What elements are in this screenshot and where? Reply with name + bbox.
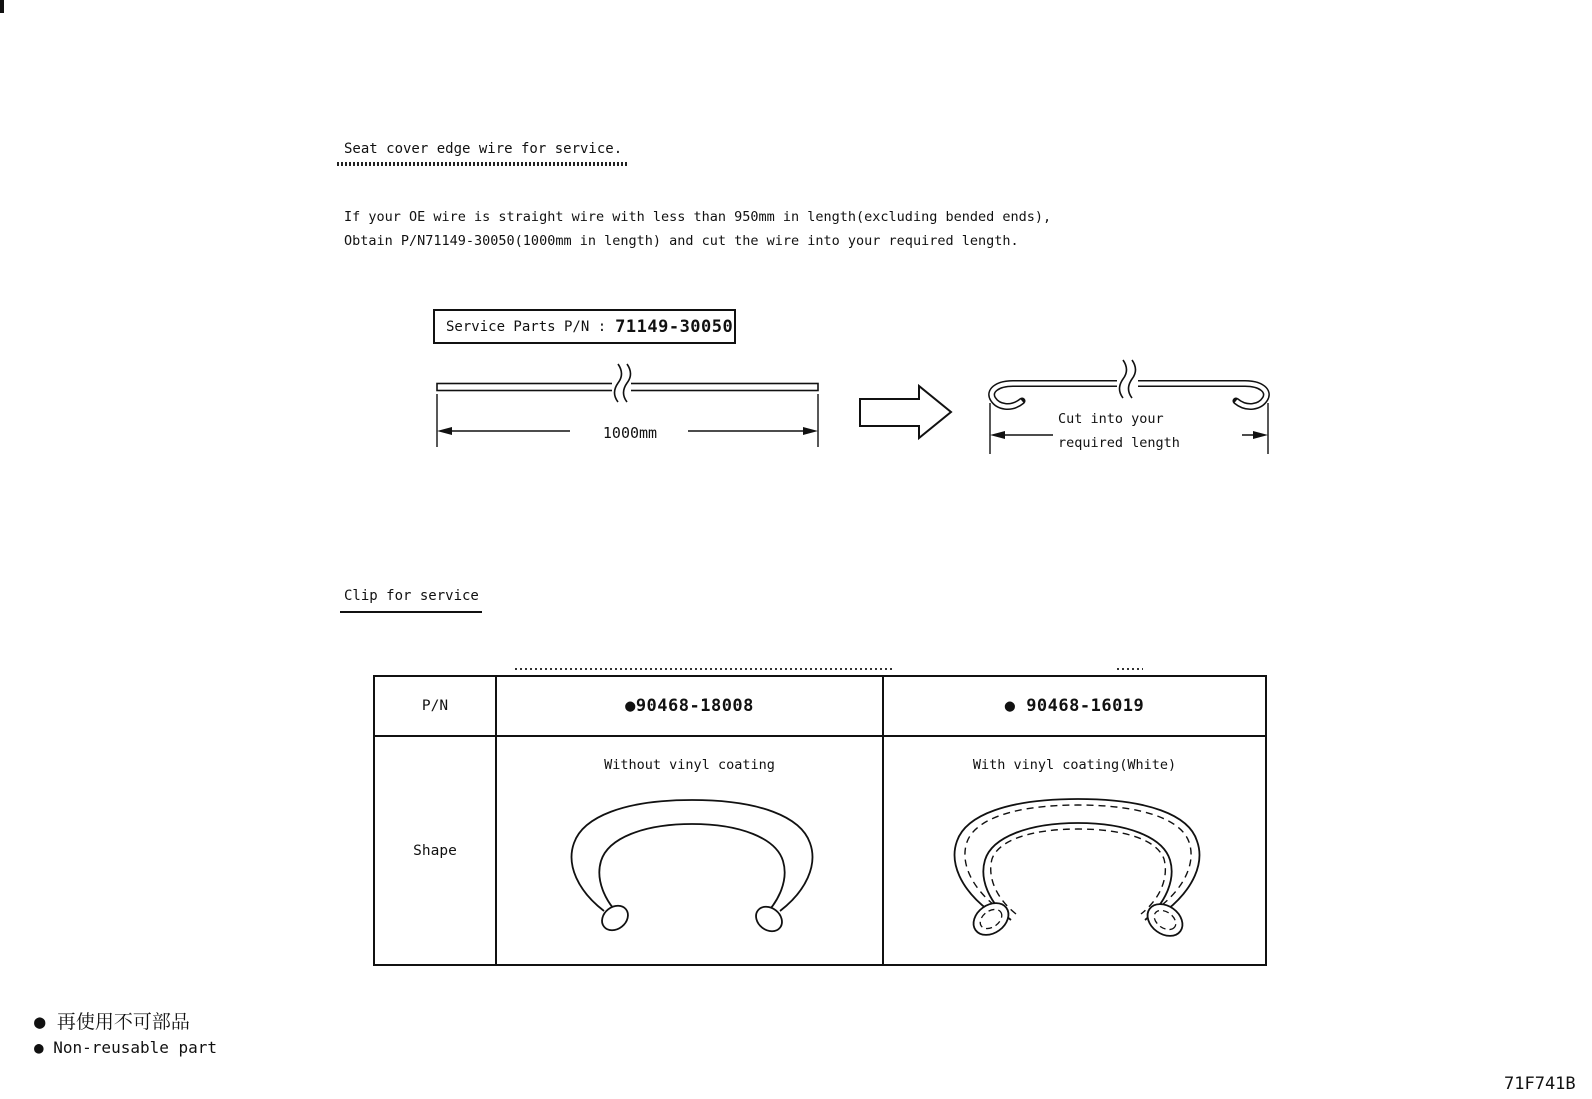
page-title: Seat cover edge wire for service. xyxy=(344,141,623,157)
bent-wire xyxy=(992,360,1267,407)
clip-heading-underline xyxy=(340,611,482,613)
table-header-shape: Shape xyxy=(375,735,495,964)
service-parts-label: Service Parts P/N : xyxy=(446,318,607,335)
part-number-without-coating: ●90468-18008 xyxy=(495,677,882,735)
clip-end-loop-left xyxy=(967,897,1014,942)
coating-dashed-inner xyxy=(991,829,1166,914)
table-header-pn: P/N xyxy=(421,698,449,714)
straight-wire xyxy=(437,364,818,402)
figure-code: 71F741B xyxy=(1504,1074,1576,1094)
shape-caption-without-coating: Without vinyl coating xyxy=(604,757,775,773)
shape-cell-with-coating xyxy=(882,735,1265,964)
clip-end-loop-left xyxy=(597,901,633,936)
clip-parts-table xyxy=(373,675,1267,966)
cut-note-line-2: required length xyxy=(1058,435,1180,451)
title-underline xyxy=(337,162,629,166)
coating-dashed-outer xyxy=(965,805,1191,905)
clip-section-heading: Clip for service xyxy=(344,588,479,604)
legend-non-reusable-japanese: ● 再使用不可部品 xyxy=(34,1011,190,1033)
process-arrow-icon xyxy=(860,386,951,438)
part-number-with-coating: ● 90468-16019 xyxy=(882,677,1265,735)
arrowhead-right-2 xyxy=(1253,431,1268,439)
clip-end-loop-right xyxy=(751,902,787,937)
shape-cell-without-coating xyxy=(495,735,882,964)
arrowhead-left xyxy=(437,427,452,435)
length-dimension-label: 1000mm xyxy=(602,424,658,442)
scan-dotted-artifact xyxy=(515,668,893,670)
wire-diagram xyxy=(420,358,1300,470)
scan-dotted-artifact-2 xyxy=(1117,668,1143,670)
clip-end-loop-right xyxy=(1141,898,1188,943)
clip-drawing-with-coating xyxy=(943,792,1213,944)
shape-caption-with-coating: With vinyl coating(White) xyxy=(972,757,1177,773)
service-parts-box xyxy=(433,309,736,344)
arrowhead-left-2 xyxy=(990,431,1005,439)
arrowhead-right xyxy=(803,427,818,435)
legend-non-reusable-english: ● Non-reusable part xyxy=(34,1038,218,1057)
cut-note-line-1: Cut into your xyxy=(1058,411,1164,427)
clip-drawing-without-coating xyxy=(562,793,822,943)
intro-line-1: If your OE wire is straight wire with less than 950mm in length(excluding bended ends), xyxy=(344,209,1052,225)
intro-line-2: Obtain P/N71149-30050(1000mm in length) and cut the wire into your required length. xyxy=(344,233,1019,249)
scan-corner-mark xyxy=(0,0,4,13)
service-part-number: 71149-30050 xyxy=(615,316,734,337)
